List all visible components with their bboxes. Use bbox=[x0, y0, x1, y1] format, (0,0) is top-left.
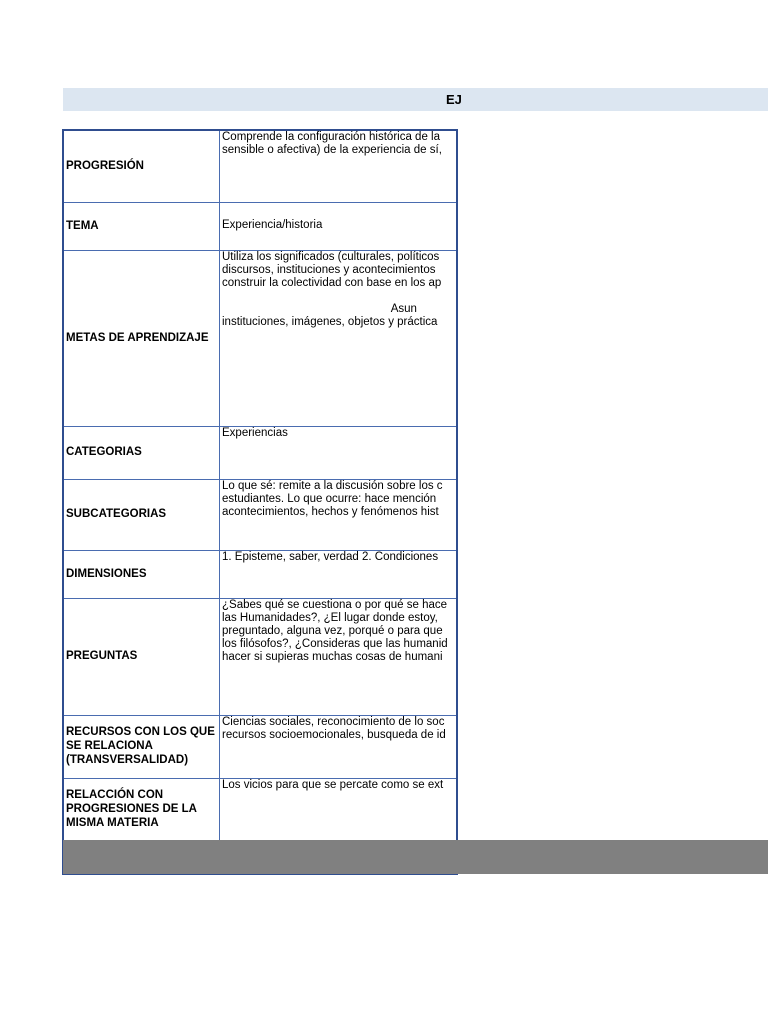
table-row-tema bbox=[64, 203, 456, 251]
row-label-metas: METAS DE APRENDIZAJE bbox=[64, 251, 220, 426]
row-label-relaccion: RELACCIÓN CON PROGRESIONES DE LA MISMA MATERIA bbox=[64, 779, 220, 842]
row-value-recursos: Ciencias sociales, reconocimiento de lo soc recursos socioemocionales, busqueda de id bbox=[222, 716, 446, 741]
row-label-progresion: PROGRESIÓN bbox=[64, 131, 220, 202]
table-row-subcategorias bbox=[64, 480, 456, 551]
row-value-progresion: Comprende la configuración histórica de la sensible o afectiva) de la experiencia de sí, bbox=[222, 131, 442, 156]
table-row-metas bbox=[64, 251, 456, 427]
row-value-dimensiones: 1. Episteme, saber, verdad 2. Condiciones bbox=[222, 551, 439, 563]
row-label-preguntas: PREGUNTAS bbox=[64, 599, 220, 715]
table-row-relaccion bbox=[64, 779, 456, 842]
table-row-recursos bbox=[64, 716, 456, 779]
table-row-preguntas bbox=[64, 599, 456, 716]
row-value-tema: Experiencia/historia bbox=[222, 219, 323, 231]
header-band bbox=[63, 88, 768, 111]
row-label-tema: TEMA bbox=[64, 203, 220, 250]
row-value-categorias: Experiencias bbox=[222, 427, 288, 439]
row-label-categorias: CATEGORIAS bbox=[64, 427, 220, 479]
page-title: EJ bbox=[446, 92, 462, 107]
row-value-preguntas: ¿Sabes qué se cuestiona o por qué se hace las Humanidades?, ¿El lugar donde estoy, preguntado, alguna vez, porqué o para que los filósofos?, ¿Consideras que las humanid hacer si supieras muchas cosas de humani bbox=[222, 599, 448, 663]
table-row-categorias bbox=[64, 427, 456, 480]
row-label-subcategorias: SUBCATEGORIAS bbox=[64, 480, 220, 550]
row-value-metas: Utiliza los significados (culturales, políticos discursos, instituciones y acontecimientos construir la colectividad con base en los ap Asun instituciones, imágenes, objetos y práctica bbox=[222, 251, 442, 328]
row-label-dimensiones: DIMENSIONES bbox=[64, 551, 220, 598]
table-row-progresion bbox=[64, 131, 456, 203]
row-label-recursos: RECURSOS CON LOS QUE SE RELACIONA (TRANSVERSALIDAD) bbox=[64, 716, 220, 778]
row-value-relaccion: Los vicios para que se percate como se ext bbox=[222, 779, 444, 791]
footer-band bbox=[63, 840, 768, 874]
planning-table bbox=[62, 129, 458, 875]
row-value-subcategorias: Lo que sé: remite a la discusión sobre los c estudiantes. Lo que ocurre: hace mención acontecimientos, hechos y fenómenos hist bbox=[222, 480, 443, 518]
table-row-dimensiones bbox=[64, 551, 456, 599]
